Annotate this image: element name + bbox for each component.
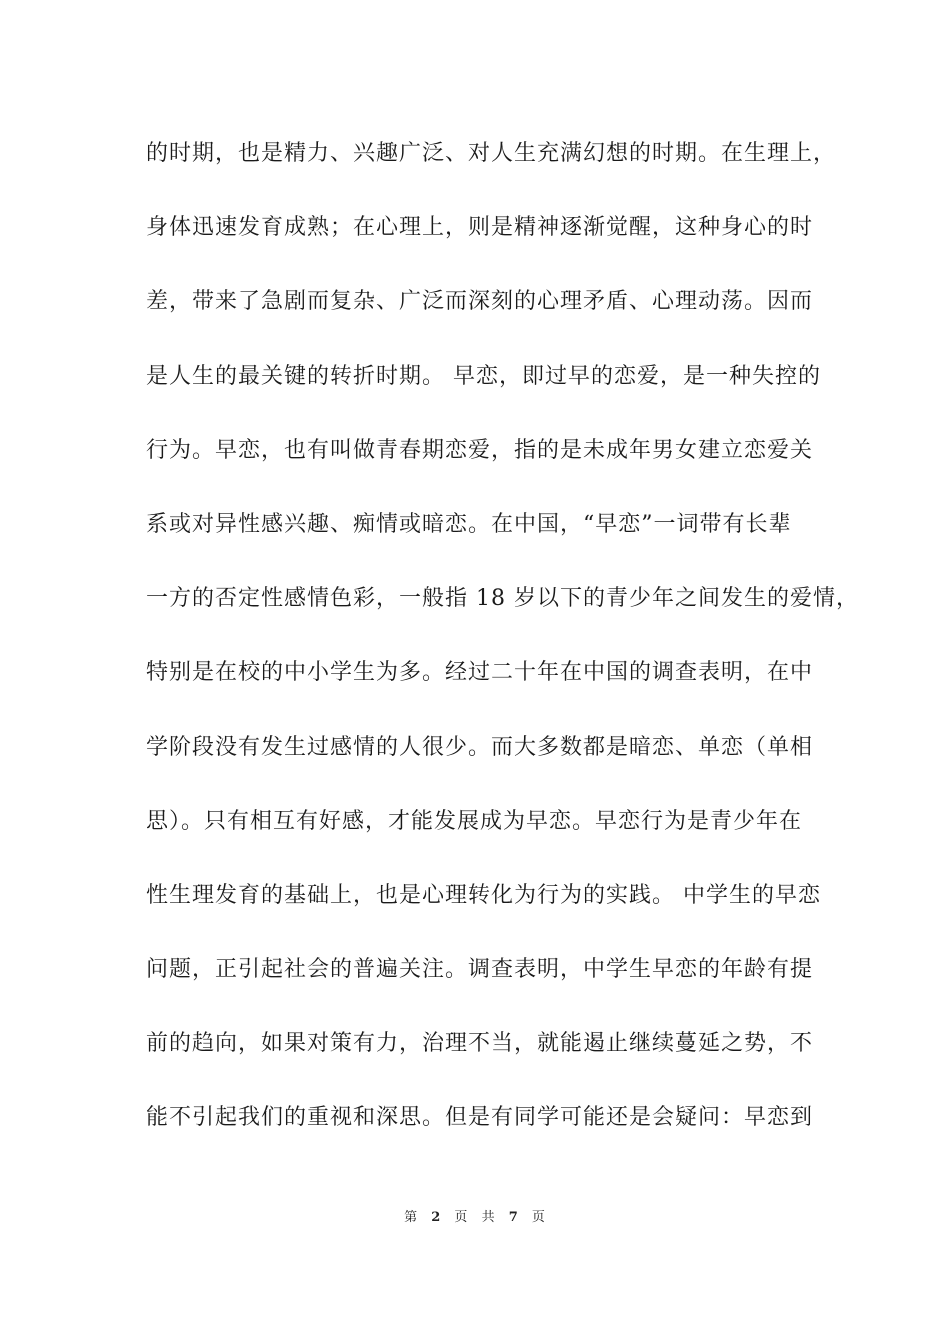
text-line-11: 性生理发育的基础上，也是心理转化为行为的实践。 中学生的早恋 xyxy=(146,882,821,908)
text-line-9: 学阶段没有发生过感情的人很少。而大多数都是暗恋、单恋（单相 xyxy=(146,734,814,760)
page-footer xyxy=(0,1206,950,1225)
footer-total-word: 共 xyxy=(481,1210,496,1225)
footer-prefix: 第 xyxy=(404,1210,419,1225)
text-line-3: 差，带来了急剧而复杂、广泛而深刻的心理矛盾、心理动荡。因而 xyxy=(146,289,814,315)
body-text xyxy=(146,134,859,1173)
text-line-5: 行为。早恋，也有叫做青春期恋爱，指的是未成年男女建立恋爱关 xyxy=(146,437,814,463)
text-line-1: 的时期，也是精力、兴趣广泛、对人生充满幻想的时期。在生理上， xyxy=(146,141,837,166)
text-line-8: 特别是在校的中小学生为多。经过二十年在中国的调查表明，在中 xyxy=(146,660,814,686)
text-line-6: 系或对异性感兴趣、痴情或暗恋。在中国，“早恋”一词带有长辈 xyxy=(146,511,792,537)
text-line-2: 身体迅速发育成熟；在心理上，则是精神逐渐觉醒，这种身心的时 xyxy=(146,215,814,241)
current-page-number: 2 xyxy=(431,1210,442,1225)
footer-suffix: 页 xyxy=(531,1210,546,1225)
text-line-12: 问题，正引起社会的普遍关注。调查表明，中学生早恋的年龄有提 xyxy=(146,957,814,983)
total-pages-number: 7 xyxy=(508,1210,519,1225)
text-line-7: 一方的否定性感情色彩，一般指 18 岁以下的青少年之间发生的爱情， xyxy=(146,586,859,612)
text-line-14: 能不引起我们的重视和深思。但是有同学可能还是会疑问：早恋到 xyxy=(146,1105,814,1131)
footer-page-word: 页 xyxy=(454,1210,469,1225)
text-line-4: 是人生的最关键的转折时期。 早恋，即过早的恋爱，是一种失控的 xyxy=(146,363,821,389)
text-line-10: 思）。只有相互有好感，才能发展成为早恋。早恋行为是青少年在 xyxy=(146,808,803,834)
text-line-13: 前的趋向，如果对策有力，治理不当，就能遏止继续蔓延之势，不 xyxy=(146,1031,814,1057)
